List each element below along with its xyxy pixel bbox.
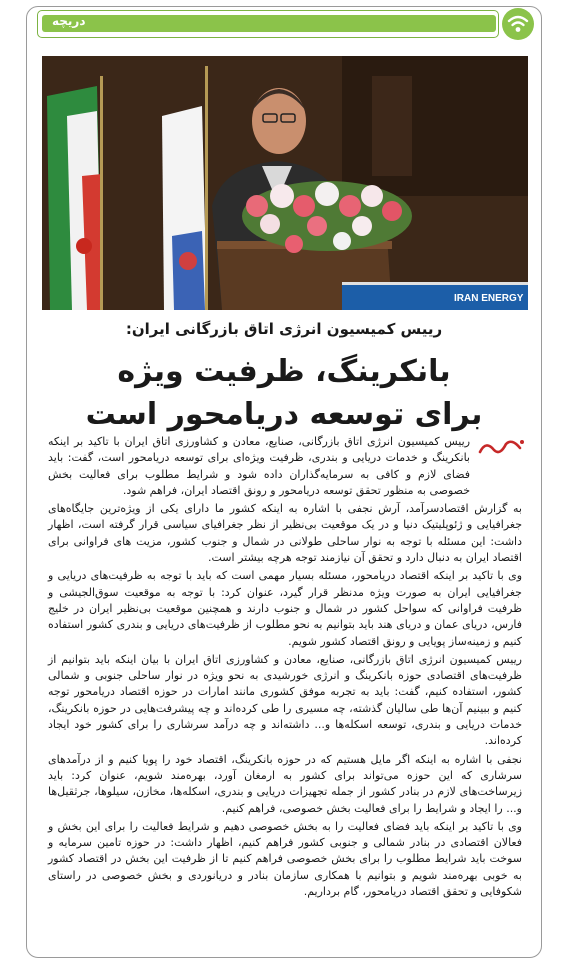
event-banner: [342, 282, 528, 310]
flag-shape: [47, 76, 103, 310]
paragraph: نجفی با اشاره به اینکه اگر مایل هستیم که در حوزه بانکرینگ، اقتصاد خود را پویا کنیم و از درآمدهای سرشاری که این حوزه می‌تواند برای کشور به ارمغان آورد، بهره‌مند شویم، عنوان کرد: باید زیرساخت‌های لازم در بنادر کشور از جمله تجهیزات دریایی و بندری، اسکله‌ها، مخازن، سیلوها، جرثقیل‌ها و... را ایجاد و شرایط را برای فعالیت بخش خصوصی، فراهم کنیم.: [48, 752, 522, 815]
paragraph: وی با تاکید بر اینکه باید فضای فعالیت را به بخش خصوصی دهیم و شرایط فعالیت را برای این بخش و فعالان اقتصادی در بنادر شمالی و جنوبی کشور فراهم کنیم، اظهار داشت: در حوزه تامین سرمایه و سوخت باید شرایط مطلوب را برای بخش خصوصی فراهم کنیم تا از ظرفیت این بخش در اقتصاد کشور به خوبی بهره‌مند شویم و بتوانیم با همکاری سازمان بنادر و دریانوردی و بخش خصوصی در راستای شکوفایی و تحقق اقتصاد دریامحور، گام برداریم.: [48, 819, 522, 899]
paragraph: به گزارش اقتصادسرآمد، آرش نجفی با اشاره به اینکه کشور ما دارای یکی از ویژه‌ترین جایگاه‌های جغرافیایی و ژئوپلیتیک دنیا و در یک موقعیت بی‌نظیر از نظر جغرافیای سیاسی قرار گرفته است، اظهار داشت: این مسئله با توجه به نوار ساحلی طولانی در شمال و جنوب کشور، مزیت های فراوانی برای اقتصاد ایران به دنبال دارد و تحقق آن نیازمند توجه هرچه بیشتر است.: [48, 502, 522, 565]
section-accent-bar: [42, 15, 496, 32]
section-label: دریچه: [52, 14, 86, 28]
headline-line-2: برای توسعه دریامحور است: [85, 397, 483, 432]
paragraph: رییس کمیسیون انرژی اتاق بازرگانی، صنایع، معادن و کشاورزی اتاق ایران با تاکید بر اینکه بانکرینگ و خدمات دریایی و بندری، ظرفیت ویژه‌ای برای توسعه دریامحور است، گفت: باید فضای لازم و کافی به سرمایه‌گذاران داده شود و شرایط مطلوب برای فعالیت بخش خصوصی به منظور تحقق توسعه دریامحور و رونق اقتصاد ایران، فراهم شود.: [48, 435, 470, 497]
section-header: [37, 10, 499, 38]
paragraph: رییس کمیسیون انرژی اتاق بازرگانی، صنایع، معادن و کشاورزی اتاق ایران با بیان اینکه باید بتوانیم از ظرفیت‌های اقتصادی حوزه بانکرینگ و انرژی خورشیدی به نحو ویژه در نوار ساحلی جنوبی و شمالی کشور، استفاده کنیم، گفت: باید به تجربه موفق کشوری مانند امارات در حوزه اقتصاد دریامحور توجه کنیم و ببینیم آن‌ها طی سالیان گذشته، چه مسیری را طی کرده‌اند و چه پیشرفت‌هایی در حوزه بانکرینگ، خدمات دریایی و بندری، توسعه اسکله‌ها و... داشته‌اند و چه درآمد سرشاری را برای کشور خود ایجاد کرده‌اند.: [48, 652, 522, 748]
headline-line-1: بانکرینگ، ظرفیت ویژه: [117, 354, 451, 389]
article-kicker: رییس کمیسیون انرژی اتاق بازرگانی ایران:: [125, 320, 443, 338]
banner-text: IRAN ENERGY: [454, 293, 524, 304]
paragraph: وی با تاکید بر اینکه اقتصاد دریامحور، مسئله بسیار مهمی است که باید با توجه به ظرفیت‌های دریایی و جغرافیایی ایران به صورت ویژه مدنظر قرار گیرد، عنوان کرد: با توجه به موقعیت سوق‌الجیشی و ظرفیت فراوانی که سواحل کشور در شمال و جنوب دارند و همچنین موقعیت بی‌نظیر ایران در خلیج فارس، دریای عمان و دریای هند باید بتوانیم به نحو مطلوب از ظرفیت‌های دریایی و بندری کشور استفاده کنیم و زمینه‌ساز پویایی و رونق اقتصاد کشور شویم.: [48, 569, 522, 648]
article-photo: [42, 56, 528, 310]
article-headline: [46, 350, 522, 436]
wifi-icon: [502, 8, 534, 40]
article-body: [48, 434, 522, 902]
